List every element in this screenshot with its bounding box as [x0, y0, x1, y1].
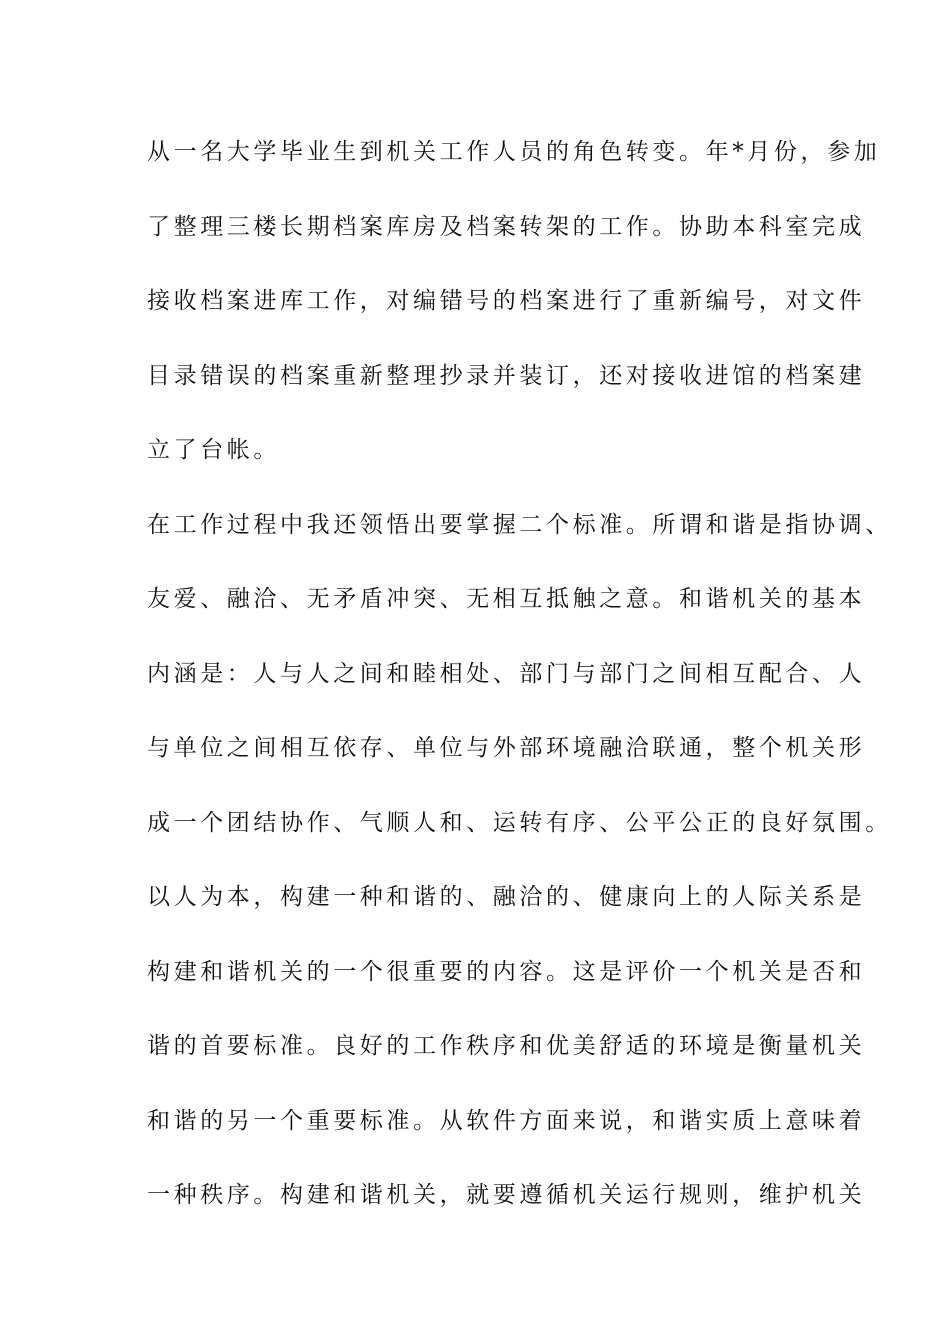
text-line: 立了台帐。: [147, 437, 280, 463]
text-line: 以人为本，构建一种和谐的、融洽的、健康向上的人际关系是: [147, 884, 866, 910]
text-line: 一种秩序。构建和谐机关，就要遵循机关运行规则，维护机关: [147, 1182, 866, 1208]
text-line: 从一名大学毕业生到机关工作人员的角色转变。年*月份，参加: [147, 139, 881, 165]
text-line: 和谐的另一个重要标准。从软件方面来说，和谐实质上意味着: [147, 1107, 866, 1134]
text-line: 与单位之间相互依存、单位与外部环境融洽联通，整个机关形: [147, 735, 866, 761]
text-line: 接收档案进库工作，对编错号的档案进行了重新编号，对文件: [147, 288, 866, 314]
text-line: 在工作过程中我还领悟出要掌握二个标准。所谓和谐是指协调、: [147, 511, 892, 538]
text-line: 成一个团结协作、气顺人和、运转有序、公平公正的良好氛围。: [147, 809, 892, 836]
text-line: 构建和谐机关的一个很重要的内容。这是评价一个机关是否和: [147, 958, 866, 985]
text-line: 目录错误的档案重新整理抄录并装订，还对接收进馆的档案建: [147, 362, 866, 389]
text-line: 谐的首要标准。良好的工作秩序和优美舒适的环境是衡量机关: [147, 1033, 866, 1059]
text-line: 内涵是：人与人之间和睦相处、部门与部门之间相互配合、人: [147, 660, 866, 687]
document-body: [147, 130, 892, 1248]
text-line: 友爱、融洽、无矛盾冲突、无相互抵触之意。和谐机关的基本: [147, 586, 866, 612]
text-line: 了整理三楼长期档案库房及档案转架的工作。协助本科室完成: [147, 213, 866, 240]
